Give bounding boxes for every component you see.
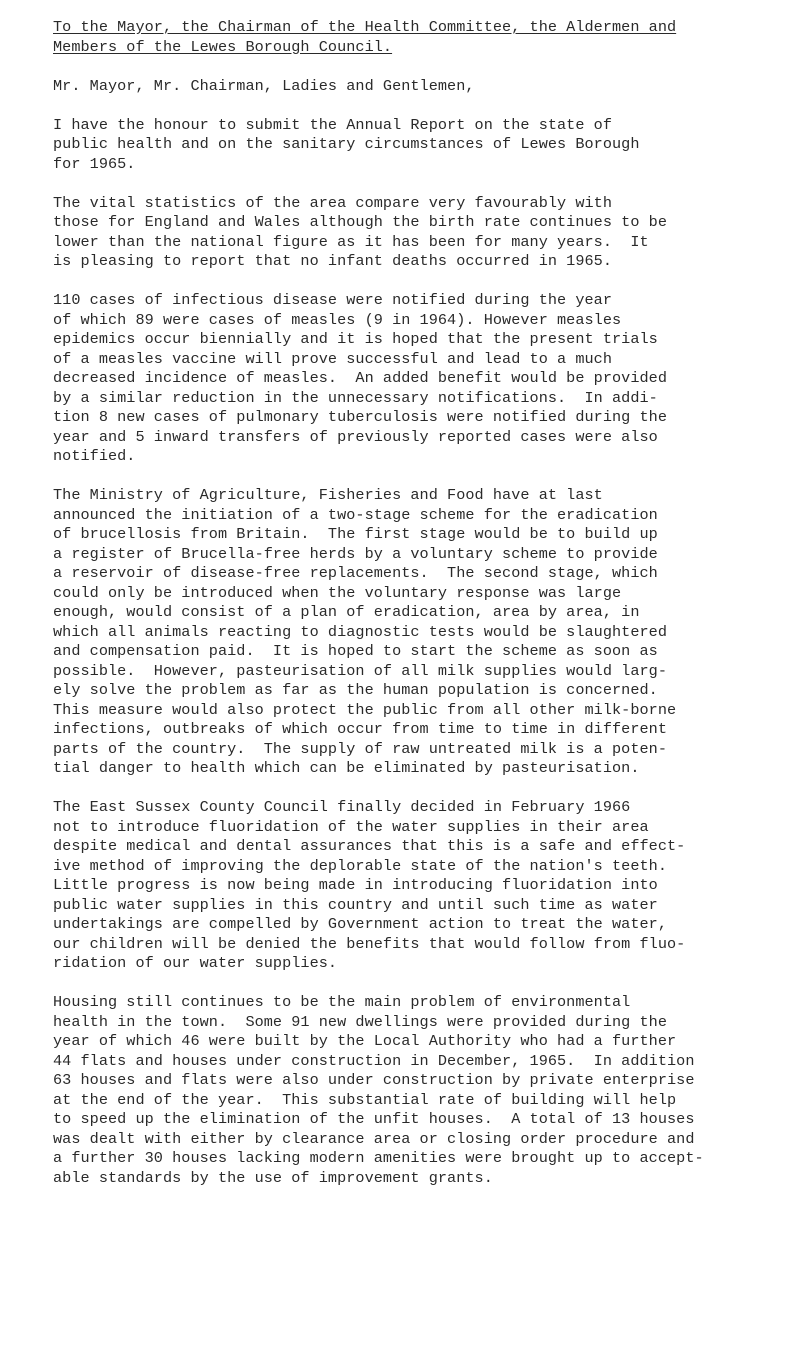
paragraph-line: The East Sussex County Council finally decided in February 1966	[53, 798, 631, 816]
paragraph-line: which all animals reacting to diagnostic tests would be slaughtered	[53, 622, 667, 641]
paragraph-line: enough, would consist of a plan of eradication, area by area, in	[53, 603, 640, 621]
paragraph-housing	[53, 993, 795, 1188]
paragraph-line: year and 5 inward transfers of previously reported cases were also	[53, 427, 658, 446]
paragraph-line: announced the initiation of a two-stage scheme for the eradication	[53, 505, 658, 524]
paragraph-line: of which 89 were cases of measles (9 in 1964). However measles	[53, 310, 622, 329]
paragraph-line: ridation of our water supplies.	[53, 954, 338, 972]
paragraph-line: This measure would also protect the public from all other milk-borne	[53, 700, 677, 719]
paragraph-line: 63 houses and flats were also under construction by private enterprise	[53, 1071, 695, 1089]
paragraph-infectious-disease	[53, 291, 795, 467]
paragraph-line: our children will be denied the benefits that would follow from fluo-	[53, 934, 686, 953]
paragraph-line: despite medical and dental assurances that this is a safe and effect-	[53, 837, 686, 855]
paragraph-line: year of which 46 were built by the Local Authority who had a further	[53, 1032, 677, 1050]
paragraph-line: at the end of the year. This substantial rate of building will help	[53, 1090, 677, 1109]
paragraph-line: by a similar reduction in the unnecessary notifications. In addi-	[53, 388, 658, 407]
paragraph-line: notified.	[53, 447, 136, 465]
paragraph-line: parts of the country. The supply of raw untreated milk is a poten-	[53, 739, 667, 758]
paragraph-line: Little progress is now being made in introducing fluoridation into	[53, 876, 658, 894]
paragraph-line: tion 8 new cases of pulmonary tuberculosis were notified during the	[53, 408, 667, 426]
paragraph-line: and compensation paid. It is hoped to start the scheme as soon as	[53, 642, 658, 660]
paragraph-line: ive method of improving the deplorable state of the nation's teeth.	[53, 856, 667, 875]
paragraph-line: not to introduce fluoridation of the water supplies in their area	[53, 817, 649, 836]
paragraph-line: possible. However, pasteurisation of all milk supplies would larg-	[53, 661, 667, 680]
salutation: Mr. Mayor, Mr. Chairman, Ladies and Gentlemen,	[53, 76, 475, 95]
paragraph-line: lower than the national figure as it has been for many years. It	[53, 232, 649, 251]
paragraph-line: tial danger to health which can be eliminated by pasteurisation.	[53, 759, 640, 777]
paragraph-line: Housing still continues to be the main problem of environmental	[53, 993, 631, 1011]
paragraph-vital-statistics	[53, 194, 795, 272]
paragraph-line: ely solve the problem as far as the human population is concerned.	[53, 681, 658, 699]
paragraph-line: public water supplies in this country and until such time as water	[53, 895, 658, 914]
paragraph-line: The vital statistics of the area compare very favourably with	[53, 193, 613, 212]
address-line-1: To the Mayor, the Chairman of the Health Committee, the Aldermen and	[53, 18, 677, 36]
paragraph-line: public health and on the sanitary circumstances of Lewes Borough	[53, 135, 640, 153]
paragraph-line: a register of Brucella-free herds by a voluntary scheme to provide	[53, 544, 658, 563]
paragraph-line: decreased incidence of measles. An added benefit would be provided	[53, 369, 667, 387]
paragraph-line: a further 30 houses lacking modern amenities were brought up to accept-	[53, 1149, 704, 1167]
paragraph-line: of a measles vaccine will prove successful and lead to a much	[53, 349, 613, 368]
paragraph-fluoridation	[53, 798, 795, 974]
paragraph-line: epidemics occur biennially and it is hoped that the present trials	[53, 330, 658, 348]
paragraph-line: could only be introduced when the voluntary response was large	[53, 583, 622, 602]
paragraph-line: is pleasing to report that no infant deaths occurred in 1965.	[53, 252, 613, 270]
paragraph-line: to speed up the elimination of the unfit houses. A total of 13 houses	[53, 1110, 695, 1128]
paragraph-line: 44 flats and houses under construction in December, 1965. In addition	[53, 1051, 695, 1070]
address-line-2: Members of the Lewes Borough Council.	[53, 37, 393, 56]
paragraph-line: The Ministry of Agriculture, Fisheries and Food have at last	[53, 486, 603, 504]
paragraph-line: infections, outbreaks of which occur from time to time in different	[53, 720, 667, 738]
paragraph-line: for 1965.	[53, 154, 136, 173]
paragraph-line: undertakings are compelled by Government action to treat the water,	[53, 915, 667, 933]
paragraph-line: was dealt with either by clearance area or closing order procedure and	[53, 1129, 695, 1148]
paragraph-line: health in the town. Some 91 new dwellings were provided during the	[53, 1012, 667, 1031]
address-block	[53, 18, 795, 57]
paragraph-line: I have the honour to submit the Annual Report on the state of	[53, 115, 613, 134]
paragraph-brucellosis	[53, 486, 795, 779]
paragraph-report-intro	[53, 116, 795, 175]
paragraph-line: of brucellosis from Britain. The first stage would be to build up	[53, 525, 658, 543]
paragraph-line: able standards by the use of improvement grants.	[53, 1168, 493, 1187]
paragraph-line: 110 cases of infectious disease were notified during the year	[53, 291, 613, 309]
paragraph-line: those for England and Wales although the birth rate continues to be	[53, 213, 667, 231]
letter-page	[53, 18, 795, 1208]
paragraph-line: a reservoir of disease-free replacements. The second stage, which	[53, 564, 658, 582]
